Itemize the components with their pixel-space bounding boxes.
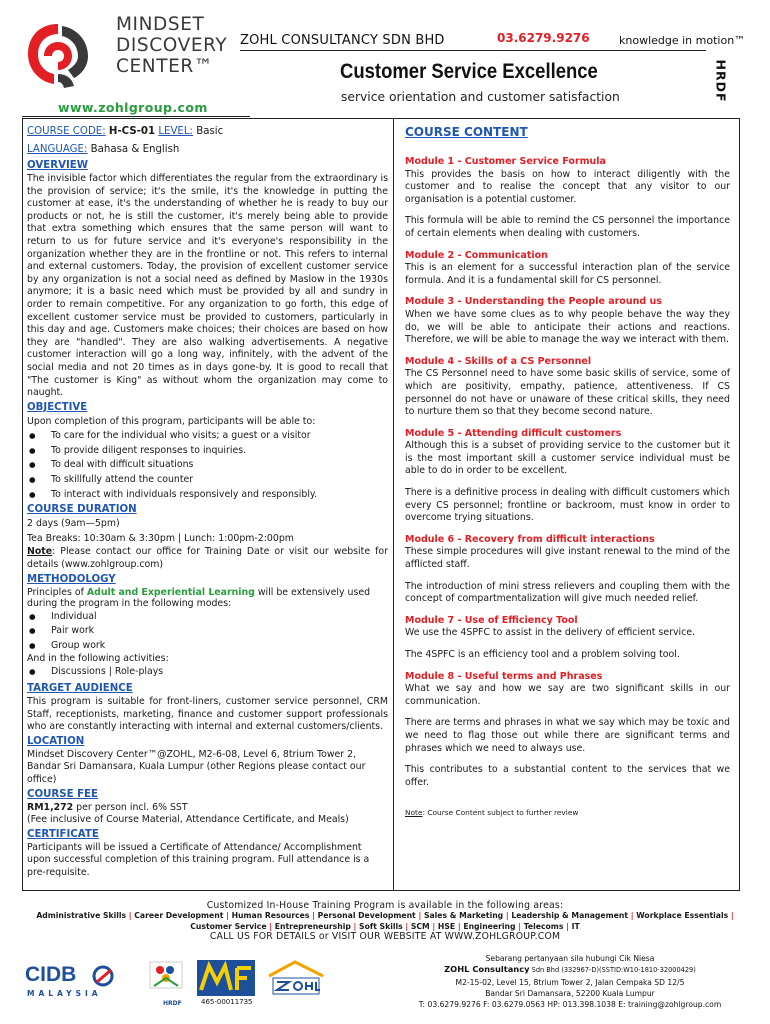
course-code-label: COURSE CODE	[27, 126, 103, 137]
module-4-text-1: The CS Personnel need to have some basic skills of service, some of which are positivity, empathy, patience, attentiveness. If CS personnel do not have or unaware of these critical skills, they need to nurture them so that they become second nature.	[405, 368, 730, 418]
content-note-text: : Course Content subject to further review	[422, 808, 579, 818]
list-item: ● To skillfully attend the counter	[27, 473, 388, 488]
audience-heading: TARGET AUDIENCE	[27, 683, 133, 694]
fee-text	[27, 802, 388, 815]
area-item: Career Development	[134, 911, 224, 920]
module-8-heading: Module 8 - Useful terms and Phrases	[405, 670, 603, 682]
certificate-text: Participants will be issued a Certificate of Attendance/ Accomplishment upon successful completion of this training program. Full attendance is a pre-requisite.	[27, 841, 370, 878]
area-item: Telecoms	[523, 921, 564, 931]
module-1-text-2: This formula will be able to remind the CS personnel the importance of certain elements when dealing with customers.	[405, 215, 730, 239]
company-name: ZOHL CONSULTANCY SDN BHD	[240, 33, 445, 48]
language-label: LANGUAGE	[27, 144, 84, 155]
fee-amount: RM1,272	[27, 801, 74, 813]
contact-line-1: Sebarang pertanyaan sila hubungi Cik Niesa	[485, 954, 655, 963]
method-post: will be extensively used	[254, 586, 371, 598]
list-item: ● Individual	[27, 610, 388, 625]
page-header	[0, 0, 770, 120]
module-4-heading: Module 4 - Skills of a CS Personnel	[405, 355, 592, 367]
mof-logo-icon	[197, 960, 255, 996]
logo-line-1: MINDSET	[116, 14, 205, 35]
training-areas-row-2: Customer Service | Entrepreneurship | Soft Skills | SCM | HSE | Engineering | Telecoms | IT	[190, 921, 580, 931]
mof-number: 465-00011735	[201, 998, 253, 1006]
accreditation-logos	[25, 960, 405, 1020]
training-areas	[0, 911, 770, 932]
list-item: ● To provide diligent responses to inquiries.	[27, 444, 388, 459]
course-content-heading: COURSE CONTENT	[405, 125, 528, 139]
module-8-text-3: This contributes to a substantial content to the services that we offer.	[405, 764, 730, 788]
duration-text: 2 days (9am—5pm)	[27, 518, 120, 530]
methodology-line2: during the program in the following modes:	[27, 597, 232, 609]
course-subtitle: service orientation and customer satisfaction	[341, 90, 620, 104]
modes-list	[27, 610, 388, 654]
module-7-text-2: The 4SPFC is an efficiency tool and a problem solving tool.	[405, 649, 680, 660]
area-item: Workplace Essentials	[636, 911, 729, 920]
area-item: Soft Skills	[359, 921, 403, 931]
module-7-text-1: We use the 4SPFC to assist in the delivery of efficient service.	[405, 627, 695, 639]
overview-heading: OVERVIEW	[27, 160, 88, 171]
course-title: Customer Service Excellence	[340, 60, 598, 83]
cidb-mark-icon	[89, 964, 119, 988]
level-label: LEVEL	[158, 126, 190, 137]
activities-intro: And in the following activities:	[27, 653, 169, 665]
duration-heading: COURSE DURATION	[27, 504, 137, 516]
module-8-text-2: There are terms and phrases in what we say which may be toxic and we need to flag those out while there are significant terms and phrases which we need to always use.	[405, 717, 730, 754]
area-item: SCM	[410, 921, 430, 931]
module-7-heading: Module 7 - Use of Efficiency Tool	[405, 614, 578, 626]
audience-text: This program is suitable for front-liners, customer service personnel, CRM Staff, receptionists, marketing, finance and customer support professionals who are constantly interacting with internal and external customers/clients.	[27, 696, 388, 733]
header-rule	[240, 50, 706, 51]
list-item: ● To care for the individual who visits; a guest or a visitor	[27, 429, 388, 444]
hrdf-badge-text: HRDF	[713, 59, 729, 103]
methodology-heading: METHODOLOGY	[27, 573, 116, 585]
module-6-text-1: These simple procedures will give instant renewal to the mind of the afflicted staff.	[405, 546, 730, 571]
objective-intro: Upon completion of this program, participants will be able to:	[27, 415, 316, 427]
zohl-logo-icon	[265, 960, 327, 1002]
cidb-logo	[25, 960, 137, 1012]
note-label: Note	[27, 546, 53, 558]
left-column	[27, 124, 388, 880]
module-3-heading: Module 3 - Understanding the People around us	[405, 296, 662, 308]
logo-text	[116, 14, 227, 77]
logo-line-3: CENTER™	[116, 56, 213, 77]
breaks-text: Tea Breaks: 10:30am & 3:30pm | Lunch: 1:00pm-2:00pm	[27, 532, 294, 544]
contact-company-rest: Sdn Bhd (332967-D)(SSTID:W10-1810-32000429)	[529, 966, 696, 975]
objective-heading: OBJECTIVE	[27, 401, 88, 413]
area-item: Personal Development	[317, 911, 416, 920]
fee-rest: per person incl. 6% SST	[73, 801, 188, 813]
website-rule	[22, 116, 250, 117]
phone-number[interactable]: 03.6279.9276	[497, 31, 590, 45]
list-item: ● To deal with difficult situations	[27, 458, 388, 473]
website-link[interactable]: www.zohlgroup.com	[58, 100, 208, 115]
area-item: Sales & Marketing	[423, 911, 504, 920]
hrdf-logo-icon	[140, 960, 192, 1000]
content-note	[405, 807, 730, 820]
module-8-text-1: What we say and how we say are two significant skills in our communication.	[405, 683, 730, 707]
area-item: Engineering	[463, 921, 516, 931]
call-to-action[interactable]: CALL US FOR DETAILS or VISIT OUR WEBSITE AT WWW.ZOHLGROUP.COM	[209, 931, 561, 942]
area-item: HSE	[437, 921, 456, 931]
hrdf-badge	[710, 52, 732, 110]
module-1-text-1: This provides the basis on how to interact diligently with the customer and to realise the concept that any visitor to our organisation is a potential customer.	[405, 168, 730, 205]
contact-block	[390, 953, 750, 1010]
activities-list	[27, 665, 388, 680]
area-item: Entrepreneurship	[274, 921, 351, 931]
area-item: Leadership & Management	[511, 911, 629, 920]
module-5-text-2: There is a definitive process in dealing with difficult customers which every CS personnel; frontline or backroom, must know in order to overcome trying situations.	[405, 487, 730, 524]
language-value: Bahasa & English	[90, 144, 180, 155]
mindset-logo-icon	[18, 16, 98, 96]
fee-heading: COURSE FEE	[27, 788, 98, 800]
method-highlight: Adult and Experiential Learning	[86, 586, 255, 598]
module-3-text-1: When we have some clues as to why people behave the way they do, we will be able to anticipate their actions and reactions. Therefore, we will be able to manage the way we interact with them.	[405, 308, 730, 346]
method-pre: Principles of	[27, 586, 87, 598]
area-item: Customer Service	[190, 921, 267, 931]
column-divider	[393, 119, 394, 890]
note-text: : Please contact our office for Training Date or visit our website for details (www.zohlgroup.com)	[27, 546, 388, 571]
right-column	[405, 124, 730, 820]
list-item: ● Group work	[27, 639, 388, 654]
course-code-value: H-CS-01	[108, 126, 156, 137]
module-6-text-2: The introduction of mini stress relievers and coupling them with the concept of compartmentalization will give much needed relief.	[405, 580, 730, 605]
inhouse-banner: Customized In-House Training Program is available in the following areas:	[206, 900, 564, 911]
module-2-heading: Module 2 - Communication	[405, 249, 548, 261]
module-6-heading: Module 6 - Recovery from difficult interactions	[405, 533, 655, 545]
schedule-note	[27, 546, 388, 571]
language-row: LANGUAGE: Bahasa & English	[27, 144, 180, 155]
list-item: ● Pair work	[27, 624, 388, 639]
location-heading: LOCATION	[27, 735, 85, 747]
list-item: ● To interact with individuals responsively and responsibly.	[27, 488, 388, 503]
contact-line-4: Bandar Sri Damansara, 52200 Kuala Lumpur	[485, 988, 655, 998]
certificate-heading: CERTIFICATE	[27, 828, 99, 840]
course-code-row: COURSE CODE: H-CS-01 LEVEL: Basic	[27, 126, 224, 137]
module-2-text-1: This is an element for a successful interaction plan of the service formula. And it is a fundamental skill for CS personnel.	[405, 262, 730, 286]
location-text: Mindset Discovery Center™@ZOHL, M2-6-08, Level 6, 8trium Tower 2, Bandar Sri Damansara, Kuala Lumpur (other Regions please contact our office)	[27, 748, 366, 785]
objective-list	[27, 429, 388, 502]
area-item: Administrative Skills	[36, 911, 127, 920]
level-value: Basic	[196, 126, 224, 137]
cidb-text: CIDB	[25, 963, 77, 986]
training-areas-row-1: Administrative Skills | Career Development | Human Resources | Personal Development | Sales & Marketing | Leadership & Management | Workplace Essentials |	[36, 911, 734, 920]
hrdf-logo-text: HRDF	[163, 1000, 182, 1007]
contact-line-3: M2-15-02, Level 15, 8trium Tower 2, Jalan Cempaka SD 12/5	[455, 977, 685, 987]
cidb-subtext: MALAYSIA	[27, 989, 102, 998]
area-item: IT	[571, 921, 580, 931]
logo-line-2: DISCOVERY	[116, 35, 228, 56]
module-5-heading: Module 5 - Attending difficult customers	[405, 427, 622, 439]
contact-line-5[interactable]: T: 03.6279.9276 F: 03.6279.0563 HP: 013.398.1038 E: training@zohlgroup.com	[418, 1000, 722, 1010]
content-note-label: Note	[405, 808, 423, 818]
fee-inclusion: (Fee inclusive of Course Material, Attendance Certificate, and Meals)	[27, 814, 349, 826]
contact-company: ZOHL Consultancy	[444, 964, 530, 975]
overview-text: The invisible factor which differentiates the regular from the extraordinary is the provision of service; it's the smile, it's the knowledge in putting the customer at ease, it's the understanding of whether he is ready to buy our products or not, he is still the customer, it's merely being able to provide that extra something which ensures that the same person will want to return to us for future service and it's everyone's responsibility in the organization whether they are in the frontline or not. This refers to internal and external customers. Today, the provision of excellent customer service by any organization is not a social need as defined by Maslow in the 1930s anymore; it is a basic need which must be provided by all and sundry in order to remain competitive. For any organization to go forth, this edge of excellent customer service must be provided to customers, particularly in this day and age. Customers make choices; their choices are based on how they are "handled". They are also walking advertisements. A negative customer interaction will go a long way, infinitely, with the advent of the social media and not 20 times as in days gone-by. It is good to recall that "The customer is King" as without whom the organization may come to naught.	[27, 173, 388, 399]
list-item: ● Discussions | Role-plays	[27, 665, 388, 680]
module-5-text-1: Although this is a subset of providing service to the customer but it is the most important skill a customer service individual must be able to do in order to be excellent.	[405, 440, 730, 477]
area-item: Human Resources	[231, 911, 310, 920]
tagline: knowledge in motion™	[619, 34, 746, 47]
methodology-text	[27, 587, 388, 598]
contact-line-2	[390, 964, 750, 976]
module-1-heading: Module 1 - Customer Service Formula	[405, 156, 606, 167]
